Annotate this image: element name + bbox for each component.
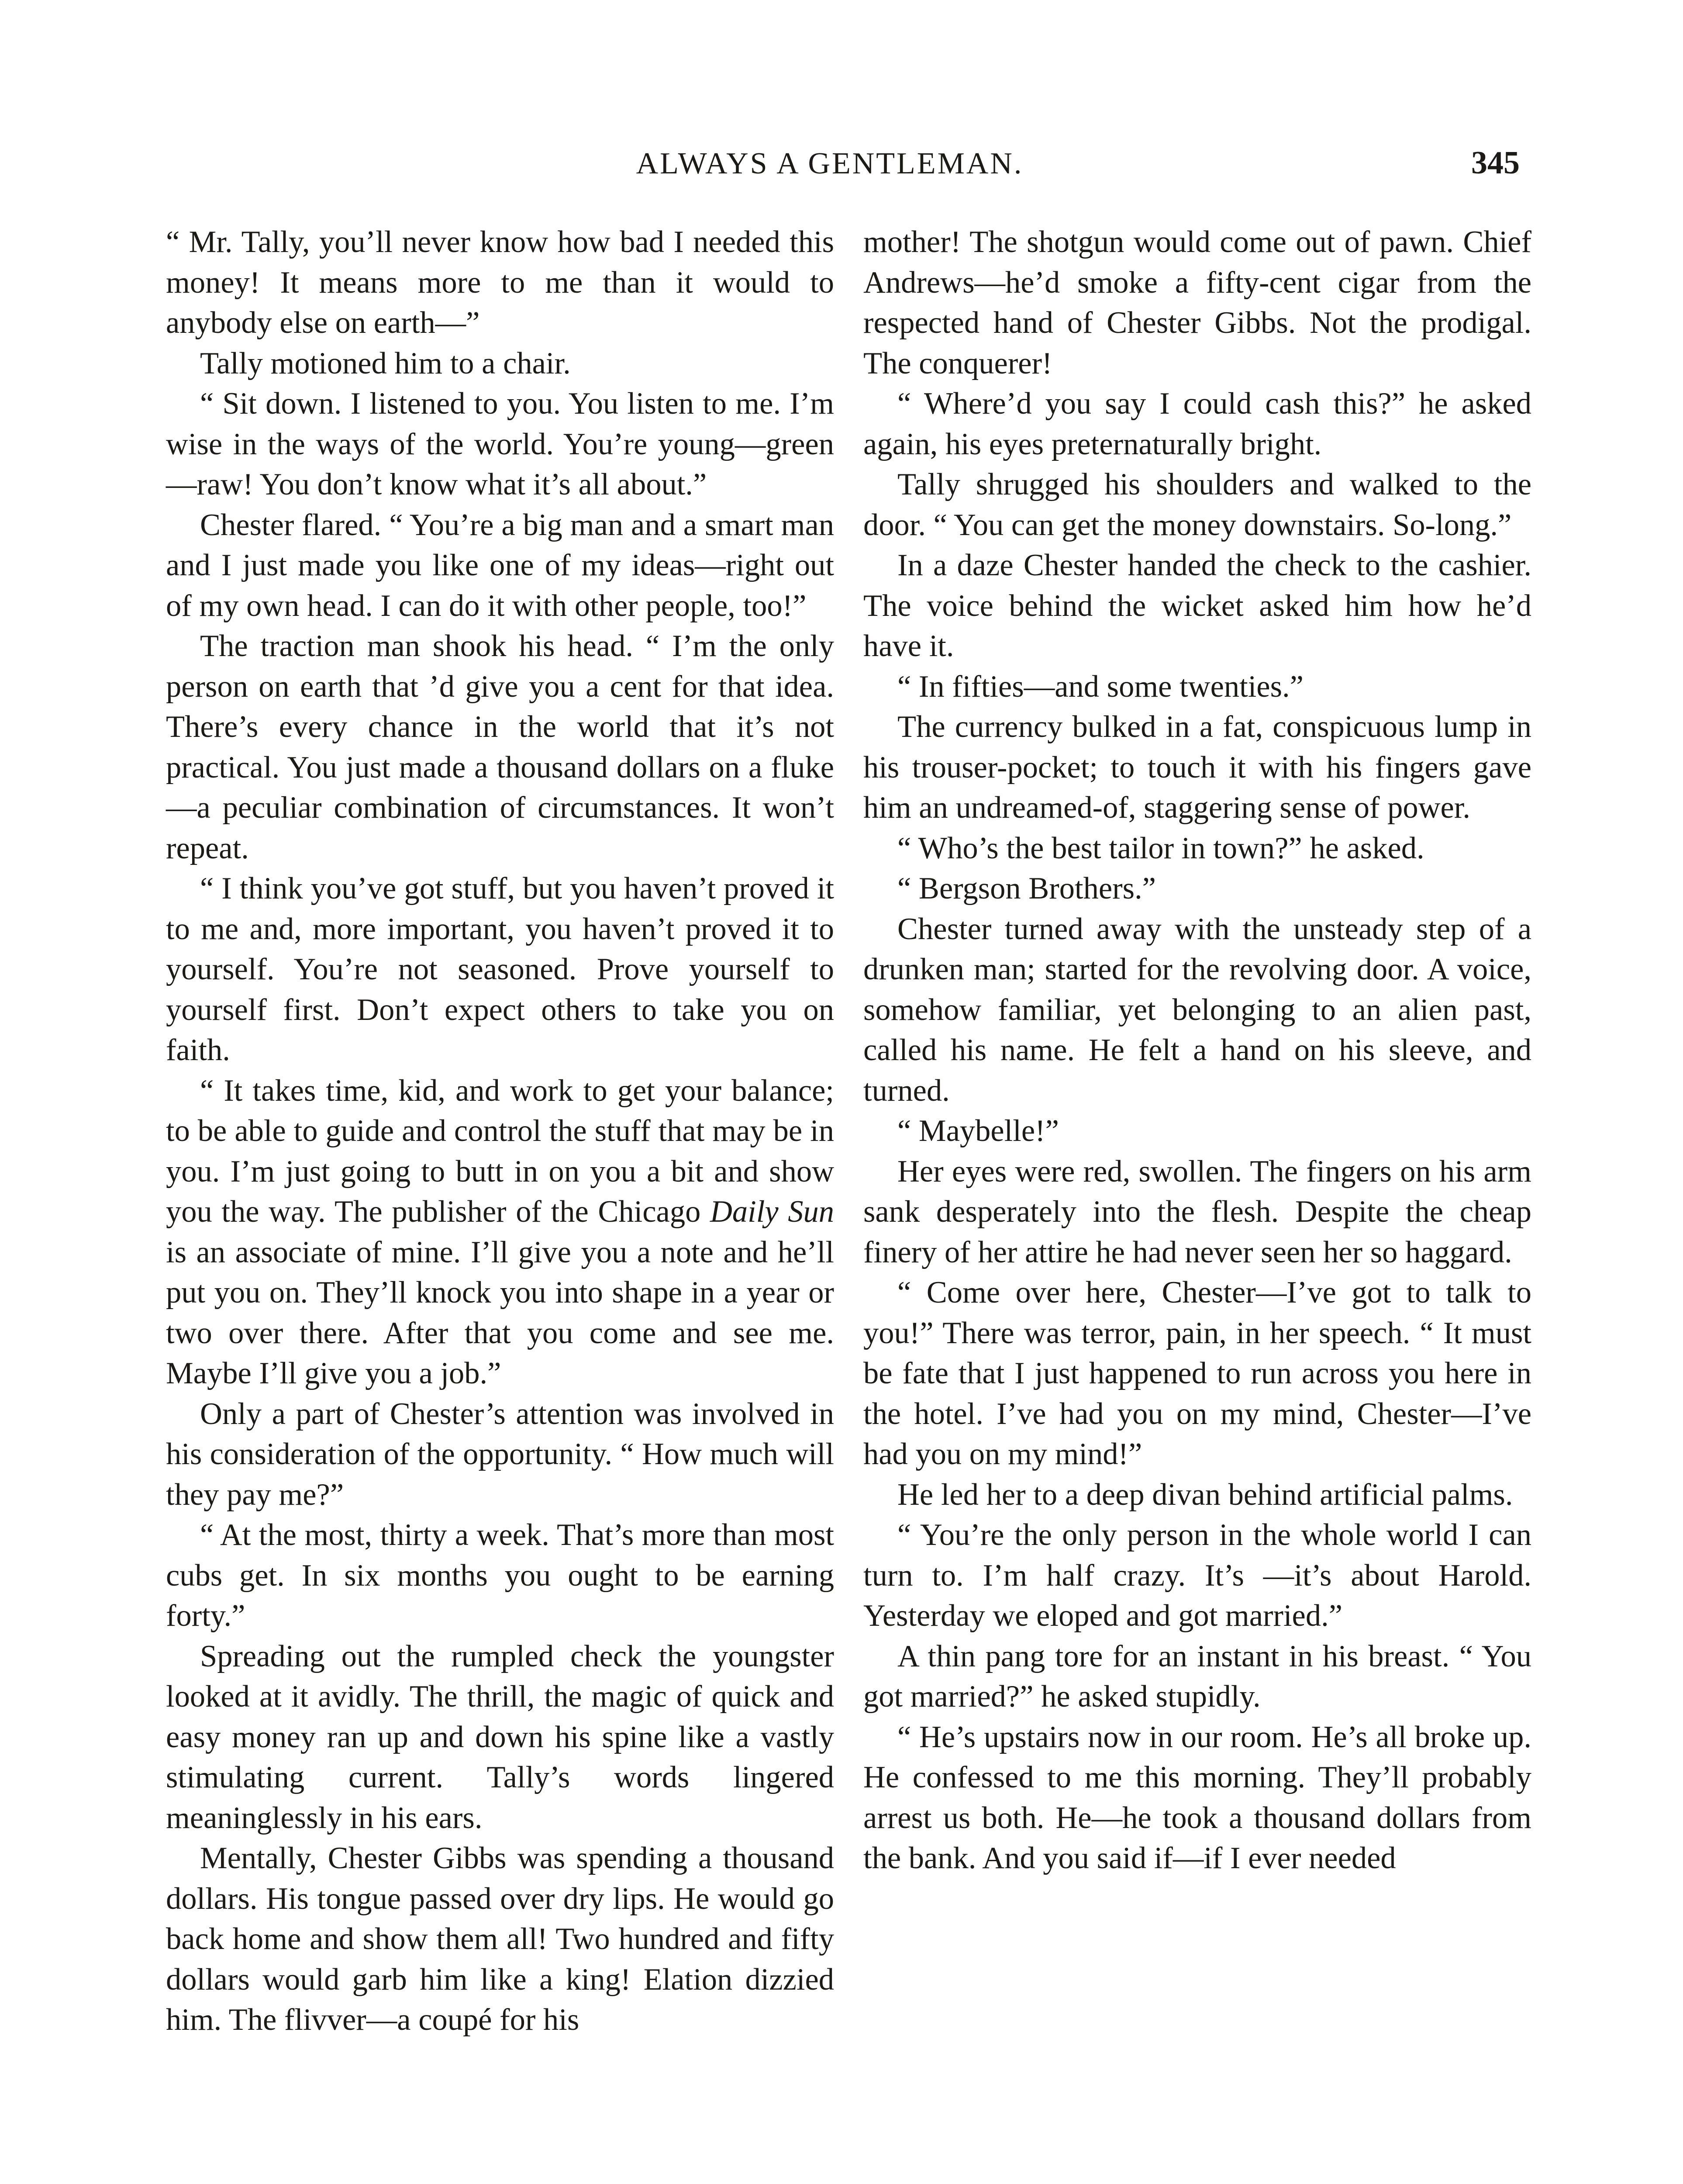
running-title: ALWAYS A GENTLEMAN.: [636, 147, 1024, 180]
paragraph: “ He’s upstairs now in our room. He’s all broke up. He confessed to me this morning. They’ll probably arrest us both. He—he took a thousand dollars from the bank. And you said if—if I ever needed: [863, 1720, 1531, 1875]
paragraph-text: is an associate of mine. I’ll give you a note and he’ll put you on. They’ll knock you into shape in a year or two over there. After that you come and see me. Maybe I’ll give you a job.”: [166, 1235, 834, 1390]
paragraph: “ Where’d you say I could cash this?” he asked again, his eyes preternaturally bright.: [863, 387, 1531, 461]
paragraph: A thin pang tore for an instant in his breast. “ You got married?” he asked stupidly.: [863, 1639, 1531, 1714]
paragraph: “ Sit down. I listened to you. You listen to me. I’m wise in the ways of the world. You’re young—green—raw! You don’t know what it’s all about.”: [166, 387, 834, 501]
paragraph: “ Who’s the best tailor in town?” he asked.: [897, 831, 1424, 865]
paragraph: “ Bergson Brothers.”: [897, 871, 1156, 905]
newspaper-title: Daily Sun: [710, 1195, 834, 1229]
page-number: 345: [1471, 145, 1520, 181]
paragraph: “ Come over here, Chester—I’ve got to talk to you!” There was terror, pain, in her speech. “ It must be fate that I just happened to run across you here in the hotel. I’ve had you on my mind, Chester—I’ve had you on my mind!”: [863, 1275, 1531, 1471]
paragraph: “ I think you’ve got stuff, but you haven’t proved it to me and, more important, you haven’t proved it to yourself. You’re not seasoned. Prove yourself to yourself first. Don’t expect others to take you on faith.: [166, 871, 834, 1067]
paragraph: In a daze Chester handed the check to the cashier. The voice behind the wicket asked him how he’d have it.: [863, 548, 1531, 663]
paragraph: Chester flared. “ You’re a big man and a smart man and I just made you like one of my ideas—right out of my own head. I can do it with other people, too!”: [166, 508, 834, 623]
paragraph: mother! The shotgun would come out of pawn. Chief Andrews—he’d smoke a fifty-cent cigar from the respected hand of Chester Gibbs. Not the prodigal. The conquerer!: [863, 225, 1531, 380]
right-column: [863, 222, 1531, 1879]
paragraph: “ Mr. Tally, you’ll never know how bad I needed this money! It means more to me than it would to anybody else on earth—”: [166, 225, 834, 340]
paragraph: Mentally, Chester Gibbs was spending a thousand dollars. His tongue passed over dry lips. He would go back home and show them all! Two hundred and fifty dollars would garb him like a king! Elation dizzied him. The flivver—a coupé for his: [166, 1841, 834, 2037]
paragraph: The traction man shook his head. “ I’m the only person on earth that ’d give you a cent for that idea. There’s every chance in the world that it’s not practical. You just made a thousand dollars on a fluke—a peculiar combination of circumstances. It won’t repeat.: [166, 629, 834, 865]
paragraph: He led her to a deep divan behind artificial palms.: [897, 1477, 1513, 1512]
paragraph: Tally shrugged his shoulders and walked to the door. “ You can get the money downstairs. So-long.”: [863, 467, 1531, 542]
paragraph: “ Maybelle!”: [897, 1114, 1059, 1148]
paragraph: “ In fifties—and some twenties.”: [897, 669, 1304, 704]
left-column: [166, 222, 834, 2040]
paragraph: The currency bulked in a fat, conspicuous lump in his trouser-pocket; to touch it with his fingers gave him an undreamed-of, staggering sense of power.: [863, 710, 1531, 825]
paragraph: “ At the most, thirty a week. That’s more than most cubs get. In six months you ought to be earning forty.”: [166, 1518, 834, 1633]
paragraph: Her eyes were red, swollen. The fingers on his arm sank desperately into the flesh. Despite the cheap finery of her attire he had never seen her so haggard.: [863, 1154, 1531, 1269]
paragraph: Spreading out the rumpled check the youngster looked at it avidly. The thrill, the magic of quick and easy money ran up and down his spine like a vastly stimulating current. Tally’s words lingered meaninglessly in his ears.: [166, 1639, 834, 1835]
paragraph: Only a part of Chester’s attention was involved in his consideration of the opportunity. “ How much will they pay me?”: [166, 1396, 834, 1512]
paragraph: “ You’re the only person in the whole world I can turn to. I’m half crazy. It’s —it’s about Harold. Yesterday we eloped and got married.”: [863, 1518, 1531, 1633]
paragraph: [166, 1071, 834, 1394]
paragraph-text: “ It takes time, kid, and work to get your balance; to be able to guide and control the stuff that may be in you. I’m just going to butt in on you a bit and show you the way. The publisher of the Chicago: [166, 1073, 834, 1229]
paragraph: Tally motioned him to a chair.: [200, 346, 571, 380]
paragraph: Chester turned away with the unsteady step of a drunken man; started for the revolving door. A voice, somehow familiar, yet belonging to an alien past, called his name. He felt a hand on his sleeve, and turned.: [863, 912, 1531, 1108]
